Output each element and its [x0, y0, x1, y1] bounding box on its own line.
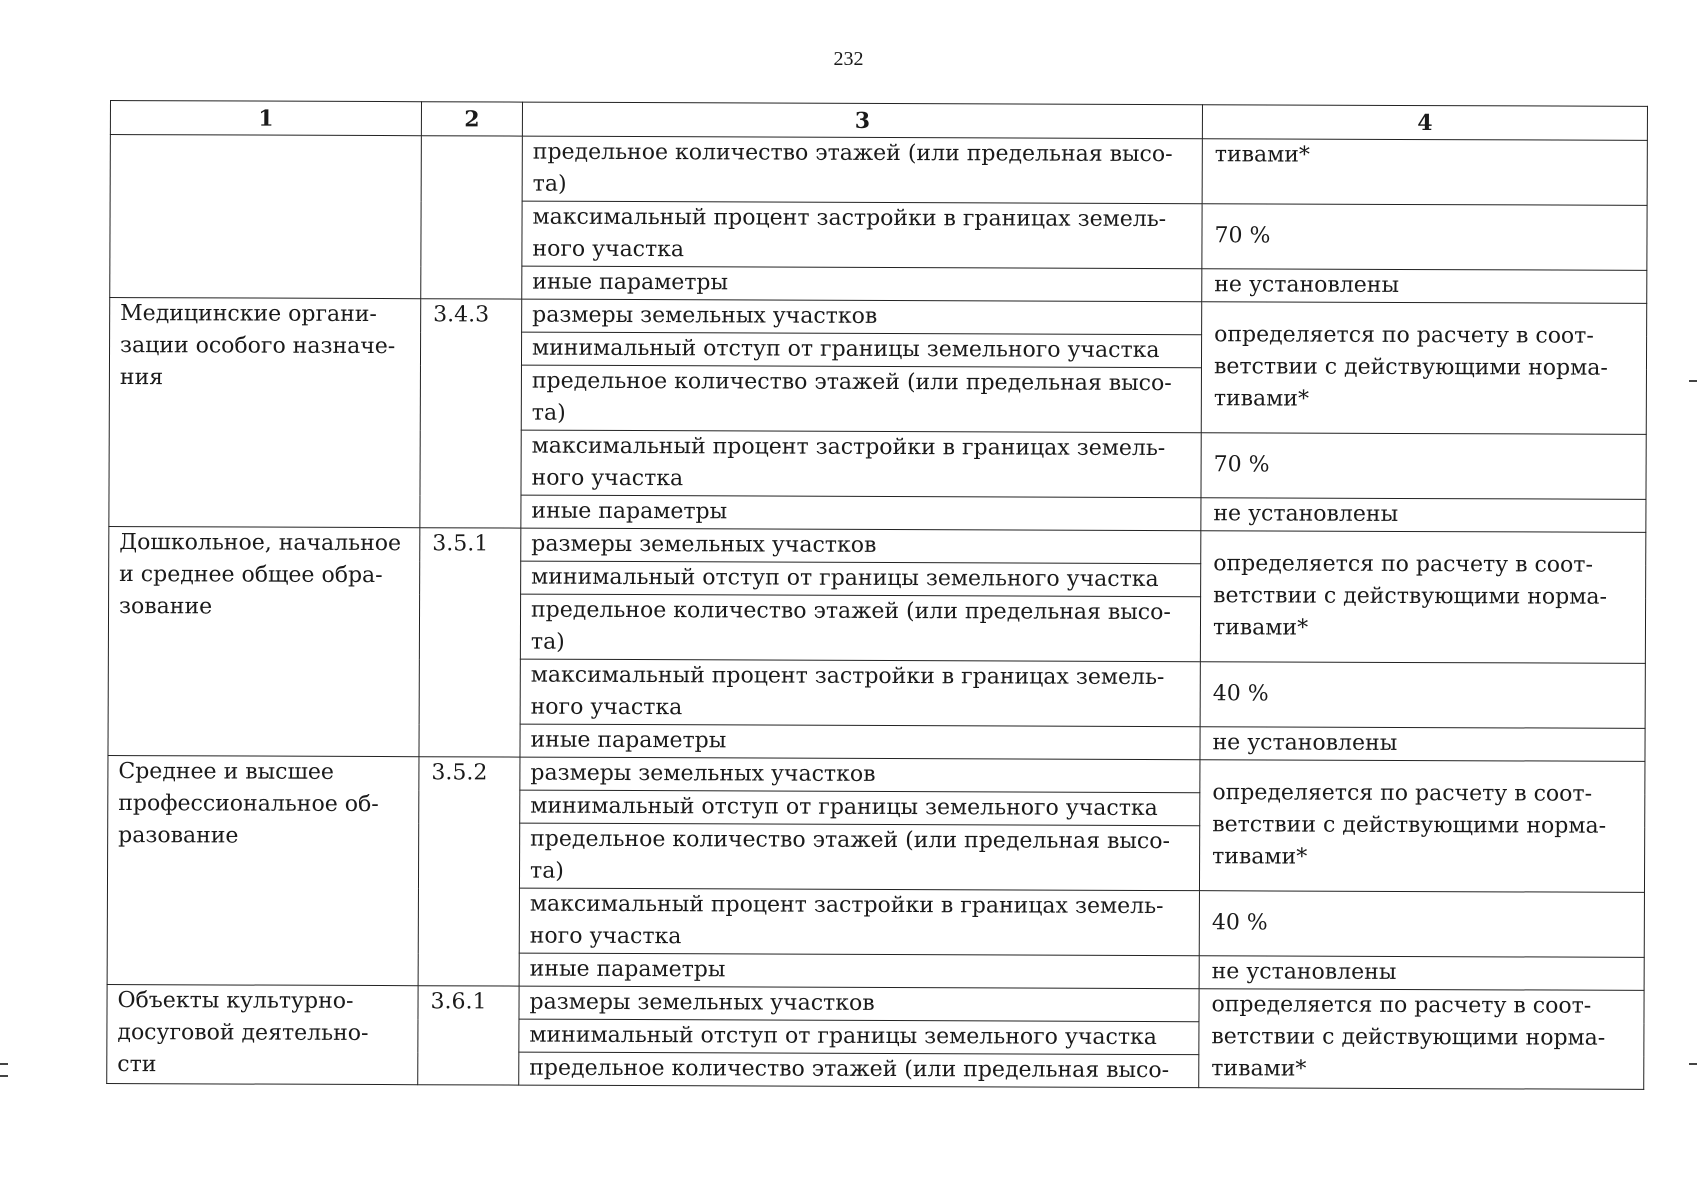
- column-header: 3: [522, 102, 1202, 139]
- parameter-cell: максимальный процент застройки в границах земель-ного участка: [521, 430, 1201, 498]
- parameter-cell: иные параметры: [520, 724, 1200, 760]
- column-header: 4: [1202, 105, 1647, 141]
- scan-edge-mark: [1689, 1063, 1697, 1065]
- percent-value-cell: 40 %: [1200, 662, 1645, 729]
- table-row: [110, 135, 1647, 206]
- value-cell: тивами*: [1202, 139, 1647, 206]
- parameter-cell: предельное количество этажей (или предельная высо-та): [519, 823, 1199, 891]
- scan-edge-mark: [0, 1063, 8, 1065]
- group-code-cell: 3.6.1: [418, 986, 519, 1085]
- parameter-cell: размеры земельных участков: [521, 528, 1201, 564]
- parameter-cell: минимальный отступ от границы земельного участка: [519, 1019, 1199, 1055]
- parameter-cell: максимальный процент застройки в границах земель-ного участка: [520, 659, 1200, 727]
- norm-value-cell: определяется по расчету в соот-ветствии с действующими норма-тивами*: [1199, 760, 1644, 893]
- parameter-cell: предельное количество этажей (или предельная высо-та): [521, 365, 1201, 433]
- parameter-cell: размеры земельных участков: [519, 986, 1199, 1022]
- parameter-cell: предельное количество этажей (или предельная высо-та): [522, 136, 1202, 204]
- group-name-cell: [110, 135, 422, 299]
- parameter-cell: минимальный отступ от границы земельного участка: [521, 561, 1201, 597]
- table-row: [110, 298, 1647, 337]
- column-header: 2: [421, 102, 522, 136]
- table-row: [107, 984, 1644, 1023]
- parameter-cell: минимальный отступ от границы земельного участка: [521, 332, 1201, 368]
- table-row: [108, 755, 1645, 794]
- percent-value-cell: 40 %: [1199, 891, 1644, 958]
- group-name-cell: Дошкольное, начальное и среднее общее обра-зование: [108, 526, 420, 756]
- group-name-cell: Среднее и высшее профессиональное об-разование: [107, 755, 419, 985]
- zoning-parameters-table: [106, 100, 1648, 1090]
- norm-value-cell: определяется по расчету в соот-ветствии с действующими норма-тивами*: [1200, 531, 1645, 664]
- group-code-cell: 3.4.3: [420, 299, 522, 528]
- parameter-cell: размеры земельных участков: [522, 299, 1202, 335]
- other-value-cell: не установлены: [1201, 498, 1646, 533]
- parameter-cell: минимальный отступ от границы земельного участка: [520, 790, 1200, 826]
- group-name-cell: Объекты культурно-досуговой деятельно-сти: [107, 984, 418, 1084]
- other-value-cell: не установлены: [1199, 956, 1644, 991]
- group-name-cell: Медицинские органи-зации особого назначе-ния: [109, 298, 421, 528]
- other-value-cell: не установлены: [1200, 727, 1645, 762]
- parameter-cell: размеры земельных участков: [520, 757, 1200, 793]
- group-code-cell: 3.5.1: [419, 528, 521, 757]
- norm-value-cell: определяется по расчету в соот-ветствии с действующими норма-тивами*: [1199, 989, 1644, 1090]
- page-number: 232: [833, 48, 864, 70]
- percent-value-cell: 70 %: [1201, 433, 1646, 500]
- group-code-cell: [421, 136, 523, 299]
- parameter-cell: иные параметры: [519, 953, 1199, 989]
- parameter-cell: максимальный процент застройки в границах земель-ного участка: [519, 888, 1199, 956]
- parameter-cell: иные параметры: [521, 495, 1201, 531]
- group-code-cell: 3.5.2: [418, 757, 520, 986]
- parameter-cell: иные параметры: [522, 266, 1202, 302]
- table-row: [109, 526, 1646, 565]
- column-header: 1: [110, 101, 421, 136]
- value-cell: 70 %: [1202, 204, 1647, 271]
- scan-edge-mark: [1689, 380, 1697, 382]
- parameter-cell: предельное количество этажей (или предельная высо-та): [520, 594, 1200, 662]
- norm-value-cell: определяется по расчету в соот-ветствии с действующими норма-тивами*: [1201, 302, 1646, 435]
- parameter-cell: максимальный процент застройки в границах земель-ного участка: [522, 201, 1202, 269]
- parameter-cell: предельное количество этажей (или предельная высо-: [519, 1052, 1199, 1088]
- scan-edge-mark: [0, 1075, 8, 1077]
- value-cell: не установлены: [1202, 269, 1647, 304]
